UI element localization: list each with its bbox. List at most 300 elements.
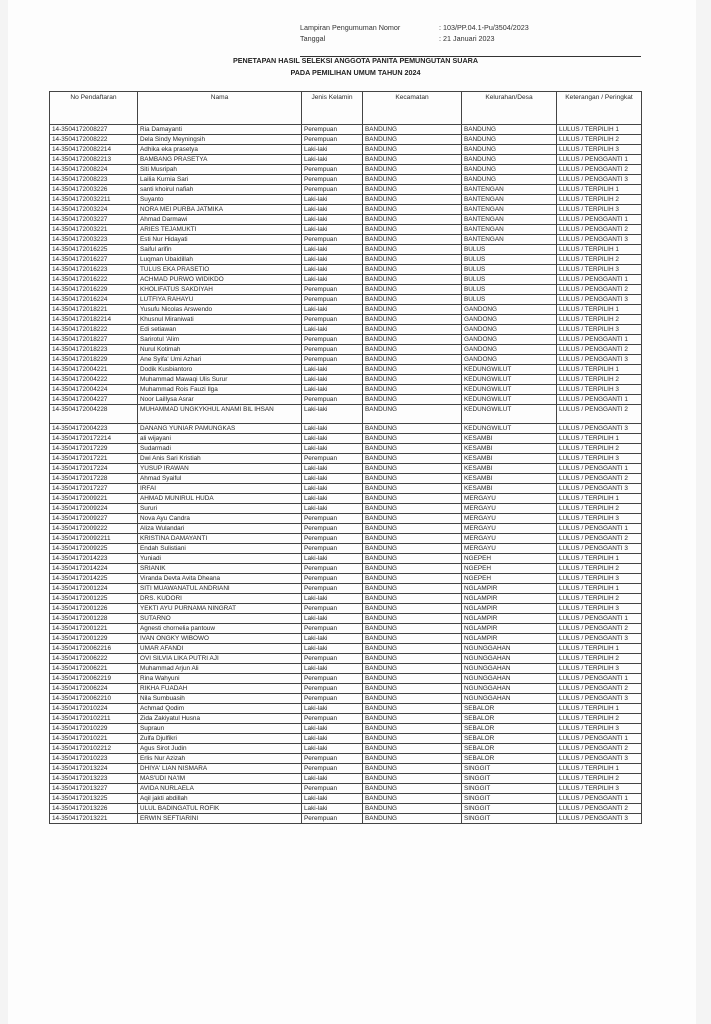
cell-kelurahan-desa: NGLAMPIR [462,614,557,624]
cell-no-pendaftaran: 14-3504172001225 [50,594,138,604]
cell-kecamatan: BANDUNG [363,265,462,275]
table-row [50,774,642,784]
cell-nama: ARIES TEJAMUKTI [138,225,302,235]
cell-nama: Saiful arifin [138,245,302,255]
table-row [50,504,642,514]
cell-no-pendaftaran: 14-3504172010221 [50,734,138,744]
cell-kelurahan-desa: BANTENGAN [462,195,557,205]
table-row [50,484,642,494]
cell-nama: Muhammad Mawaqi Ulis Surur [138,375,302,385]
cell-jenis-kelamin: Laki-laki [302,734,363,744]
cell-jenis-kelamin: Laki-laki [302,375,363,385]
cell-no-pendaftaran: 14-3504172014225 [50,574,138,584]
cell-keterangan: LULUS / PENGGANTI 1 [557,215,642,225]
cell-nama: Viranda Devta Avita Dheana [138,574,302,584]
cell-no-pendaftaran: 14-3504172008227 [50,125,138,135]
cell-kecamatan: BANDUNG [363,694,462,704]
cell-keterangan: LULUS / PENGGANTI 2 [557,534,642,544]
cell-kelurahan-desa: SINGGIT [462,784,557,794]
cell-kecamatan: BANDUNG [363,405,462,424]
cell-no-pendaftaran: 14-35041720172214 [50,434,138,444]
table-row [50,255,642,265]
cell-no-pendaftaran: 14-3504172004227 [50,395,138,405]
cell-jenis-kelamin: Perempuan [302,285,363,295]
cell-kelurahan-desa: SINGGIT [462,774,557,784]
cell-jenis-kelamin: Perempuan [302,694,363,704]
cell-nama: SRIANIK [138,564,302,574]
table-row [50,734,642,744]
column-header-kelurahan-desa: Kelurahan/Desa [462,92,557,125]
cell-kelurahan-desa: NGUNGGAHAN [462,674,557,684]
cell-kelurahan-desa: BANDUNG [462,145,557,155]
cell-no-pendaftaran: 14-3504172013225 [50,794,138,804]
cell-jenis-kelamin: Perempuan [302,395,363,405]
table-row [50,724,642,734]
cell-no-pendaftaran: 14-3504172008224 [50,165,138,175]
table-row [50,235,642,245]
cell-nama: Zulfa Djulfikri [138,734,302,744]
cell-keterangan: LULUS / PENGGANTI 2 [557,345,642,355]
cell-keterangan: LULUS / TERPILIH 2 [557,564,642,574]
cell-kecamatan: BANDUNG [363,195,462,205]
cell-keterangan: LULUS / PENGGANTI 3 [557,295,642,305]
cell-no-pendaftaran: 14-3504172010223 [50,754,138,764]
cell-no-pendaftaran: 14-3504172001224 [50,584,138,594]
cell-keterangan: LULUS / TERPILIH 2 [557,135,642,145]
cell-jenis-kelamin: Perempuan [302,574,363,584]
cell-kelurahan-desa: GANDONG [462,345,557,355]
cell-kecamatan: BANDUNG [363,424,462,434]
cell-nama: MUHAMMAD UNGKYKHUL ANAMI BIL IHSAN [138,405,302,424]
cell-nama: Lailia Kurnia Sari [138,175,302,185]
table-row [50,454,642,464]
cell-kecamatan: BANDUNG [363,305,462,315]
table-row [50,514,642,524]
cell-kelurahan-desa: KEDUNGWILUT [462,375,557,385]
cell-jenis-kelamin: Laki-laki [302,554,363,564]
cell-keterangan: LULUS / PENGGANTI 1 [557,734,642,744]
cell-nama: YUSUP IRAWAN [138,464,302,474]
table-row [50,604,642,614]
cell-kecamatan: BANDUNG [363,454,462,464]
cell-jenis-kelamin: Laki-laki [302,804,363,814]
cell-kecamatan: BANDUNG [363,295,462,305]
cell-jenis-kelamin: Laki-laki [302,424,363,434]
cell-kecamatan: BANDUNG [363,345,462,355]
cell-no-pendaftaran: 14-3504172003224 [50,205,138,215]
cell-no-pendaftaran: 14-3504172004221 [50,365,138,375]
cell-kecamatan: BANDUNG [363,395,462,405]
cell-kecamatan: BANDUNG [363,245,462,255]
cell-nama: ali wijayani [138,434,302,444]
cell-kecamatan: BANDUNG [363,544,462,554]
cell-jenis-kelamin: Laki-laki [302,724,363,734]
cell-nama: Aqil jakti abdillah [138,794,302,804]
cell-kecamatan: BANDUNG [363,554,462,564]
cell-keterangan: LULUS / PENGGANTI 3 [557,634,642,644]
cell-no-pendaftaran: 14-35041720062210 [50,694,138,704]
cell-keterangan: LULUS / TERPILIH 2 [557,654,642,664]
document-subtitle: PADA PEMILIHAN UMUM TAHUN 2024 [290,68,421,77]
cell-jenis-kelamin: Perempuan [302,454,363,464]
cell-kecamatan: BANDUNG [363,434,462,444]
cell-keterangan: LULUS / PENGGANTI 1 [557,464,642,474]
cell-jenis-kelamin: Laki-laki [302,305,363,315]
cell-jenis-kelamin: Perempuan [302,674,363,684]
cell-keterangan: LULUS / TERPILIH 3 [557,205,642,215]
cell-kelurahan-desa: BANTENGAN [462,235,557,245]
table-row [50,125,642,135]
cell-nama: Muhammad Arjun Ali [138,664,302,674]
cell-jenis-kelamin: Laki-laki [302,794,363,804]
cell-jenis-kelamin: Perempuan [302,534,363,544]
cell-keterangan: LULUS / TERPILIH 3 [557,724,642,734]
cell-kecamatan: BANDUNG [363,225,462,235]
cell-nama: Luqman Ubaidillah [138,255,302,265]
cell-no-pendaftaran: 14-35041720082214 [50,145,138,155]
cell-keterangan: LULUS / TERPILIH 3 [557,784,642,794]
cell-keterangan: LULUS / TERPILIH 3 [557,265,642,275]
table-row [50,205,642,215]
table-row [50,155,642,165]
table-row [50,744,642,754]
cell-no-pendaftaran: 14-3504172008222 [50,135,138,145]
cell-keterangan: LULUS / TERPILIH 1 [557,554,642,564]
cell-keterangan: LULUS / PENGGANTI 2 [557,285,642,295]
cell-kecamatan: BANDUNG [363,504,462,514]
cell-jenis-kelamin: Perempuan [302,764,363,774]
cell-kelurahan-desa: NGUNGGAHAN [462,694,557,704]
cell-no-pendaftaran: 14-3504172013224 [50,764,138,774]
cell-nama: Dodik Kusbiantoro [138,365,302,375]
table-row [50,395,642,405]
cell-kelurahan-desa: SINGGIT [462,804,557,814]
table-row [50,804,642,814]
cell-jenis-kelamin: Perempuan [302,315,363,325]
table-row [50,814,642,824]
cell-kelurahan-desa: BULUS [462,295,557,305]
cell-no-pendaftaran: 14-3504172018222 [50,325,138,335]
cell-keterangan: LULUS / PENGGANTI 1 [557,614,642,624]
cell-kecamatan: BANDUNG [363,484,462,494]
cell-kelurahan-desa: KEDUNGWILUT [462,365,557,375]
cell-nama: Ane Syifa' Umi Azhari [138,355,302,365]
cell-keterangan: LULUS / TERPILIH 2 [557,375,642,385]
cell-keterangan: LULUS / TERPILIH 2 [557,195,642,205]
cell-no-pendaftaran: 14-3504172016229 [50,285,138,295]
cell-jenis-kelamin: Laki-laki [302,744,363,754]
cell-nama: Rina Wahyuni [138,674,302,684]
cell-kecamatan: BANDUNG [363,584,462,594]
cell-nama: Agnesti chornelia pantouw [138,624,302,634]
cell-jenis-kelamin: Laki-laki [302,145,363,155]
cell-nama: Erlis Nur Azizah [138,754,302,764]
cell-kelurahan-desa: BANTENGAN [462,225,557,235]
cell-keterangan: LULUS / PENGGANTI 1 [557,275,642,285]
cell-keterangan: LULUS / TERPILIH 2 [557,594,642,604]
cell-kelurahan-desa: SINGGIT [462,814,557,824]
meta-nomor-value: : 103/PP.04.1-Pu/3504/2023 [439,23,529,32]
cell-jenis-kelamin: Laki-laki [302,325,363,335]
cell-keterangan: LULUS / PENGGANTI 1 [557,794,642,804]
cell-no-pendaftaran: 14-3504172001221 [50,624,138,634]
cell-keterangan: LULUS / PENGGANTI 3 [557,355,642,365]
cell-kelurahan-desa: SINGGIT [462,794,557,804]
table-row [50,385,642,395]
table-row [50,165,642,175]
cell-no-pendaftaran: 14-3504172013221 [50,814,138,824]
cell-keterangan: LULUS / TERPILIH 1 [557,494,642,504]
cell-no-pendaftaran: 14-3504172016223 [50,265,138,275]
cell-no-pendaftaran: 14-35041720102211 [50,714,138,724]
cell-kecamatan: BANDUNG [363,325,462,335]
cell-jenis-kelamin: Laki-laki [302,275,363,285]
cell-jenis-kelamin: Laki-laki [302,504,363,514]
cell-jenis-kelamin: Laki-laki [302,494,363,504]
table-row [50,674,642,684]
cell-kecamatan: BANDUNG [363,724,462,734]
table-row [50,405,642,424]
cell-jenis-kelamin: Perempuan [302,355,363,365]
cell-kecamatan: BANDUNG [363,794,462,804]
cell-nama: Endah Sulistiani [138,544,302,554]
cell-kelurahan-desa: SEBALOR [462,734,557,744]
cell-jenis-kelamin: Perempuan [302,604,363,614]
cell-no-pendaftaran: 14-35041720082213 [50,155,138,165]
cell-kelurahan-desa: BANDUNG [462,135,557,145]
cell-nama: Dela Sindy Meyningsih [138,135,302,145]
table-row [50,225,642,235]
table-row [50,195,642,205]
cell-kelurahan-desa: NGLAMPIR [462,624,557,634]
cell-no-pendaftaran: 14-35041720182214 [50,315,138,325]
cell-nama: Sudarmadi [138,444,302,454]
cell-nama: SITI MUAWANATUL ANDRIANI [138,584,302,594]
cell-no-pendaftaran: 14-3504172018229 [50,355,138,365]
cell-keterangan: LULUS / TERPILIH 2 [557,504,642,514]
cell-jenis-kelamin: Laki-laki [302,444,363,454]
table-row [50,624,642,634]
cell-nama: Nova Ayu Candra [138,514,302,524]
cell-nama: TULUS EKA PRASETIO [138,265,302,275]
cell-no-pendaftaran: 14-3504172004228 [50,405,138,424]
cell-no-pendaftaran: 14-3504172014223 [50,554,138,564]
cell-kecamatan: BANDUNG [363,784,462,794]
cell-no-pendaftaran: 14-3504172009222 [50,524,138,534]
cell-kecamatan: BANDUNG [363,444,462,454]
cell-keterangan: LULUS / PENGGANTI 1 [557,155,642,165]
cell-kelurahan-desa: SEBALOR [462,704,557,714]
cell-kelurahan-desa: KESAMBI [462,444,557,454]
cell-keterangan: LULUS / TERPILIH 2 [557,714,642,724]
cell-kecamatan: BANDUNG [363,155,462,165]
cell-keterangan: LULUS / PENGGANTI 3 [557,814,642,824]
table-row [50,275,642,285]
cell-jenis-kelamin: Laki-laki [302,385,363,395]
cell-keterangan: LULUS / PENGGANTI 1 [557,395,642,405]
cell-kelurahan-desa: MERGAYU [462,494,557,504]
table-row [50,684,642,694]
cell-nama: YEKTI AYU PURNAMA NINGRAT [138,604,302,614]
cell-keterangan: LULUS / TERPILIH 3 [557,325,642,335]
meta-tanggal-value: : 21 Januari 2023 [439,34,495,43]
cell-kecamatan: BANDUNG [363,624,462,634]
cell-kecamatan: BANDUNG [363,365,462,375]
cell-no-pendaftaran: 14-3504172016225 [50,245,138,255]
cell-kelurahan-desa: KEDUNGWILUT [462,395,557,405]
cell-no-pendaftaran: 14-3504172004224 [50,385,138,395]
cell-keterangan: LULUS / PENGGANTI 2 [557,684,642,694]
table-row [50,614,642,624]
table-row [50,544,642,554]
cell-keterangan: LULUS / PENGGANTI 1 [557,524,642,534]
cell-jenis-kelamin: Laki-laki [302,215,363,225]
cell-jenis-kelamin: Perempuan [302,784,363,794]
cell-no-pendaftaran: 14-3504172006221 [50,664,138,674]
cell-nama: Ahmad Darmawi [138,215,302,225]
cell-kelurahan-desa: NGLAMPIR [462,594,557,604]
table-row [50,424,642,434]
cell-jenis-kelamin: Laki-laki [302,245,363,255]
cell-nama: Zida Zakiyatul Husna [138,714,302,724]
cell-jenis-kelamin: Laki-laki [302,484,363,494]
cell-kecamatan: BANDUNG [363,524,462,534]
table-row [50,265,642,275]
cell-no-pendaftaran: 14-35041720062216 [50,644,138,654]
cell-no-pendaftaran: 14-35041720092211 [50,534,138,544]
cell-no-pendaftaran: 14-3504172009224 [50,504,138,514]
table-row [50,295,642,305]
cell-kecamatan: BANDUNG [363,704,462,714]
cell-no-pendaftaran: 14-3504172006222 [50,654,138,664]
cell-no-pendaftaran: 14-3504172016222 [50,275,138,285]
cell-jenis-kelamin: Laki-laki [302,594,363,604]
cell-keterangan: LULUS / TERPILIH 1 [557,584,642,594]
cell-kecamatan: BANDUNG [363,235,462,245]
cell-keterangan: LULUS / PENGGANTI 3 [557,694,642,704]
cell-nama: NORA MEI PURBA JATMIKA [138,205,302,215]
cell-keterangan: LULUS / PENGGANTI 1 [557,335,642,345]
table-row [50,634,642,644]
cell-kelurahan-desa: KESAMBI [462,484,557,494]
cell-kelurahan-desa: SEBALOR [462,754,557,764]
cell-kelurahan-desa: KESAMBI [462,464,557,474]
cell-kelurahan-desa: GANDONG [462,325,557,335]
cell-keterangan: LULUS / TERPILIH 2 [557,255,642,265]
cell-keterangan: LULUS / PENGGANTI 2 [557,474,642,484]
meta-tanggal-label: Tanggal [300,34,326,43]
cell-no-pendaftaran: 14-3504172001229 [50,634,138,644]
cell-nama: Achmad Qodim [138,704,302,714]
cell-nama: Agus Sirot Judin [138,744,302,754]
cell-kecamatan: BANDUNG [363,215,462,225]
table-row [50,315,642,325]
table-row [50,375,642,385]
table-row [50,584,642,594]
cell-nama: MAS'UDI NA'IM [138,774,302,784]
cell-keterangan: LULUS / PENGGANTI 3 [557,175,642,185]
cell-jenis-kelamin: Perempuan [302,135,363,145]
cell-kelurahan-desa: NGUNGGAHAN [462,684,557,694]
cell-kelurahan-desa: BANTENGAN [462,185,557,195]
table-row [50,474,642,484]
cell-keterangan: LULUS / TERPILIH 3 [557,604,642,614]
cell-nama: Nila Sumbuasih [138,694,302,704]
table-row [50,464,642,474]
cell-keterangan: LULUS / TERPILIH 3 [557,385,642,395]
cell-kecamatan: BANDUNG [363,285,462,295]
cell-jenis-kelamin: Perempuan [302,335,363,345]
cell-no-pendaftaran: 14-3504172010229 [50,724,138,734]
cell-kecamatan: BANDUNG [363,474,462,484]
table-row [50,564,642,574]
cell-nama: Noor Laillysa Asrar [138,395,302,405]
table-row [50,345,642,355]
cell-jenis-kelamin: Laki-laki [302,155,363,165]
table-row [50,215,642,225]
cell-jenis-kelamin: Perempuan [302,235,363,245]
cell-kelurahan-desa: KESAMBI [462,454,557,464]
cell-kelurahan-desa: BANDUNG [462,165,557,175]
cell-jenis-kelamin: Perempuan [302,544,363,554]
cell-nama: AVIDA NURLAELA [138,784,302,794]
table-row [50,365,642,375]
cell-nama: Muhammad Rois Fauzi Ilga [138,385,302,395]
cell-jenis-kelamin: Perempuan [302,754,363,764]
cell-kecamatan: BANDUNG [363,464,462,474]
cell-keterangan: LULUS / TERPILIH 1 [557,185,642,195]
table-row [50,714,642,724]
column-header-no-pendaftaran: No Pendaftaran [50,92,138,125]
cell-jenis-kelamin: Laki-laki [302,634,363,644]
cell-keterangan: LULUS / PENGGANTI 3 [557,754,642,764]
table-row [50,644,642,654]
cell-kecamatan: BANDUNG [363,654,462,664]
cell-nama: RIKHA FUADAH [138,684,302,694]
cell-nama: Edi setiawan [138,325,302,335]
cell-no-pendaftaran: 14-3504172008223 [50,175,138,185]
cell-kelurahan-desa: BANDUNG [462,155,557,165]
cell-nama: LUTFIYA RAHAYU [138,295,302,305]
cell-nama: Esti Nur Hidayati [138,235,302,245]
cell-nama: Yuniadi [138,554,302,564]
cell-kecamatan: BANDUNG [363,275,462,285]
cell-kecamatan: BANDUNG [363,125,462,135]
cell-nama: santi khoirul nafiah [138,185,302,195]
cell-no-pendaftaran: 14-3504172018223 [50,345,138,355]
table-row [50,654,642,664]
cell-no-pendaftaran: 14-3504172003223 [50,235,138,245]
table-row [50,175,642,185]
cell-kelurahan-desa: KESAMBI [462,474,557,484]
cell-no-pendaftaran: 14-3504172003227 [50,215,138,225]
cell-nama: DRS. KUDORI [138,594,302,604]
cell-kecamatan: BANDUNG [363,514,462,524]
cell-kecamatan: BANDUNG [363,764,462,774]
cell-keterangan: LULUS / TERPILIH 3 [557,514,642,524]
cell-jenis-kelamin: Laki-laki [302,434,363,444]
cell-jenis-kelamin: Perempuan [302,584,363,594]
cell-nama: ULUL BADINGATUL ROFIK [138,804,302,814]
cell-no-pendaftaran: 14-3504172009227 [50,514,138,524]
cell-kelurahan-desa: NGLAMPIR [462,634,557,644]
cell-kecamatan: BANDUNG [363,135,462,145]
cell-kelurahan-desa: BANTENGAN [462,215,557,225]
cell-no-pendaftaran: 14-3504172009225 [50,544,138,554]
cell-kelurahan-desa: KEDUNGWILUT [462,405,557,424]
cell-kecamatan: BANDUNG [363,175,462,185]
cell-no-pendaftaran: 14-3504172010224 [50,704,138,714]
